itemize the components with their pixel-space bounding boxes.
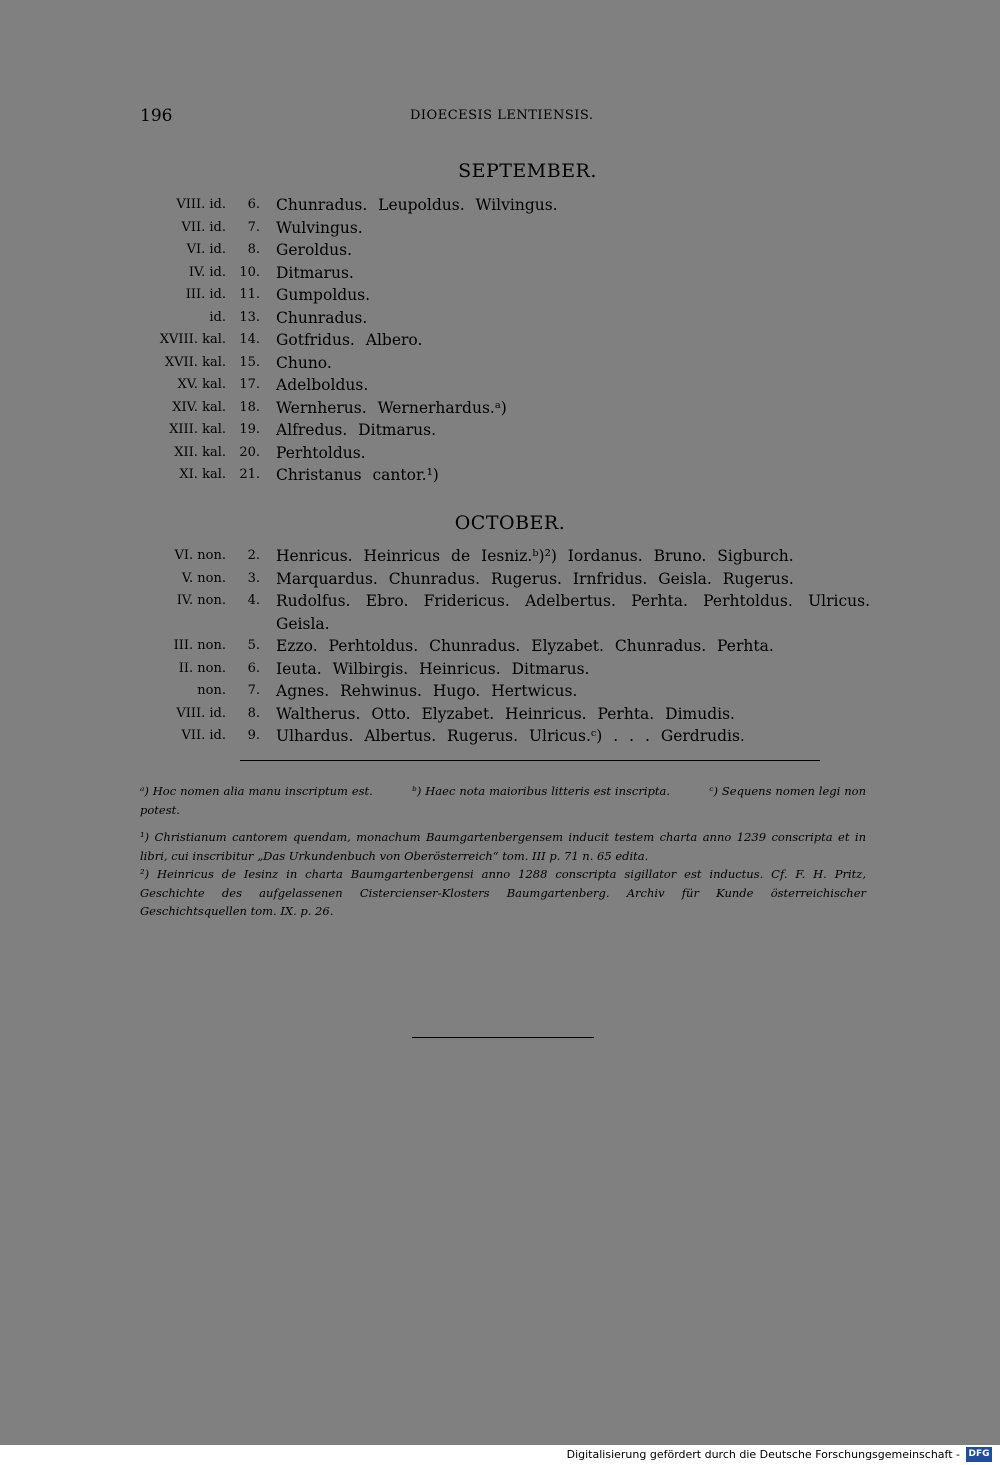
october-entries (140, 545, 870, 748)
calendar-entry (140, 680, 870, 703)
calendar-entry (140, 307, 870, 330)
calendar-entry (140, 590, 870, 635)
entry-day: 5. (247, 638, 260, 653)
footer-credit: Digitalisierung gefördert durch die Deutsche Forschungsgemeinschaft - (566, 1448, 960, 1461)
entry-day: 4. (247, 593, 260, 608)
entry-date: III. id. (185, 287, 226, 302)
entry-date: III. non. (173, 638, 226, 653)
entry-names: Adelboldus. (276, 376, 369, 394)
entry-names: Alfredus. Ditmarus. (276, 421, 437, 439)
calendar-entry (140, 239, 870, 262)
entry-names: Rudolfus. Ebro. Fridericus. Adelbertus. Perhta. Perhtoldus. Ulricus. Geisla. (276, 592, 870, 633)
calendar-entry (140, 545, 870, 568)
running-head: DIOECESIS LENTIENSIS. (410, 108, 594, 123)
entry-day: 8. (247, 705, 260, 721)
calendar-entry (140, 442, 870, 465)
entry-date: VIII. id. (176, 705, 226, 721)
entry-day: 9. (247, 728, 260, 743)
entry-date: VI. non. (174, 548, 226, 563)
entry-names: Gotfridus. Albero. (276, 331, 423, 349)
calendar-entry (140, 725, 870, 748)
entry-names: Chunradus. (276, 308, 368, 327)
entry-day: 20. (239, 444, 260, 460)
entry-date: XVII. kal. (164, 354, 226, 370)
entry-names: Chuno. (276, 353, 332, 372)
entry-names: Henricus. Heinricus de Iesniz.ᵇ)²) Iordanus. Bruno. Sigburch. (276, 547, 794, 565)
entry-day: 17. (239, 377, 260, 392)
entry-names: Marquardus. Chunradus. Rugerus. Irnfridus. Geisla. Rugerus. (276, 569, 794, 588)
entry-day: 2. (247, 548, 260, 563)
entry-date: V. non. (181, 570, 226, 586)
entry-day: 10. (239, 264, 260, 280)
entry-names: Ieuta. Wilbirgis. Heinricus. Ditmarus. (276, 659, 590, 678)
entry-names: Ulhardus. Albertus. Rugerus. Ulricus.ᶜ) . . . Gerdrudis. (276, 727, 745, 745)
entry-date: XII. kal. (174, 444, 226, 460)
entry-names: Ditmarus. (276, 263, 354, 282)
dfg-logo: DFG (966, 1447, 992, 1462)
calendar-entry (140, 419, 870, 442)
entry-date: VII. id. (181, 219, 226, 235)
calendar-entry (140, 284, 870, 307)
calendar-entry (140, 194, 870, 217)
calendar-entry (140, 352, 870, 375)
footnote-1: ¹) Christianum cantorem quendam, monachum Baumgartenbergensem inducit testem charta anno 1239 conscripta et in libri, cui inscribitur „Das Urkundenbuch von Oberösterreich“ tom. III p. 71 n. 65 edita. (140, 830, 866, 863)
entry-day: 18. (239, 399, 260, 415)
section-divider (240, 760, 820, 761)
entry-date: VII. id. (181, 728, 226, 743)
entry-day: 21. (239, 467, 260, 482)
entry-day: 13. (239, 309, 260, 325)
footnote-2: ²) Heinricus de Iesinz in charta Baumgartenbergensi anno 1288 conscripta sigillator est inductus. Cf. F. H. Pritz, Geschichte des aufgelassenen Cistercienser-Klosters Baumgartenberg. Archiv für Kunde österreichischer Geschichtsquellen tom. IX. p. 26. (140, 867, 866, 918)
letter-footnote-text: ᵃ) Hoc nomen alia manu inscriptum est. ᵇ) Haec nota maioribus litteris est inscripta. ᶜ) Sequens nomen legi non potest. (140, 784, 870, 817)
entry-date: VI. id. (186, 242, 226, 257)
entry-date: non. (197, 683, 226, 698)
entry-date: VIII. id. (176, 197, 226, 212)
entry-date: XIV. kal. (172, 399, 226, 415)
numbered-footnotes (140, 828, 866, 921)
entry-date: XV. kal. (177, 377, 226, 392)
entry-date: XIII. kal. (169, 422, 226, 437)
calendar-entry (140, 464, 870, 487)
page-header (140, 106, 880, 130)
entry-date: XVIII. kal. (159, 332, 226, 347)
entry-names: Waltherus. Otto. Elyzabet. Heinricus. Perhta. Dimudis. (276, 704, 735, 723)
entry-date: IV. id. (188, 264, 226, 280)
entry-names: Ezzo. Perhtoldus. Chunradus. Elyzabet. Chunradus. Perhta. (276, 637, 774, 655)
calendar-entry (140, 703, 870, 726)
entry-names: Wulvingus. (276, 218, 363, 237)
entry-day: 19. (239, 422, 260, 437)
entry-day: 6. (247, 197, 260, 212)
end-rule (412, 1037, 594, 1038)
september-heading: SEPTEMBER. (458, 160, 597, 182)
calendar-entry (140, 217, 870, 240)
calendar-entry (140, 329, 870, 352)
entry-day: 11. (239, 287, 260, 302)
entry-names: Christanus cantor.¹) (276, 466, 439, 484)
entry-day: 7. (247, 219, 260, 235)
footer-bar (0, 1445, 1000, 1465)
october-heading: OCTOBER. (454, 512, 566, 534)
entry-names: Perhtoldus. (276, 443, 366, 462)
calendar-entry (140, 635, 870, 658)
entry-names: Agnes. Rehwinus. Hugo. Hertwicus. (276, 682, 578, 700)
entry-names: Wernherus. Wernerhardus.ᵃ) (276, 398, 507, 417)
entry-date: IV. non. (176, 593, 226, 608)
calendar-entry (140, 374, 870, 397)
letter-footnotes (140, 782, 870, 819)
entry-day: 6. (247, 660, 260, 676)
september-entries (140, 194, 870, 487)
page-number: 196 (140, 106, 173, 126)
entry-day: 8. (247, 242, 260, 257)
entry-date: id. (209, 309, 226, 325)
entry-day: 3. (247, 570, 260, 586)
entry-names: Chunradus. Leupoldus. Wilvingus. (276, 196, 558, 214)
entry-names: Gumpoldus. (276, 286, 371, 304)
entry-names: Geroldus. (276, 241, 353, 259)
calendar-entry (140, 568, 870, 591)
entry-date: II. non. (178, 660, 226, 676)
entry-date: XI. kal. (179, 467, 226, 482)
calendar-entry (140, 658, 870, 681)
calendar-entry (140, 397, 870, 420)
entry-day: 7. (247, 683, 260, 698)
entry-day: 15. (239, 354, 260, 370)
entry-day: 14. (239, 332, 260, 347)
calendar-entry (140, 262, 870, 285)
